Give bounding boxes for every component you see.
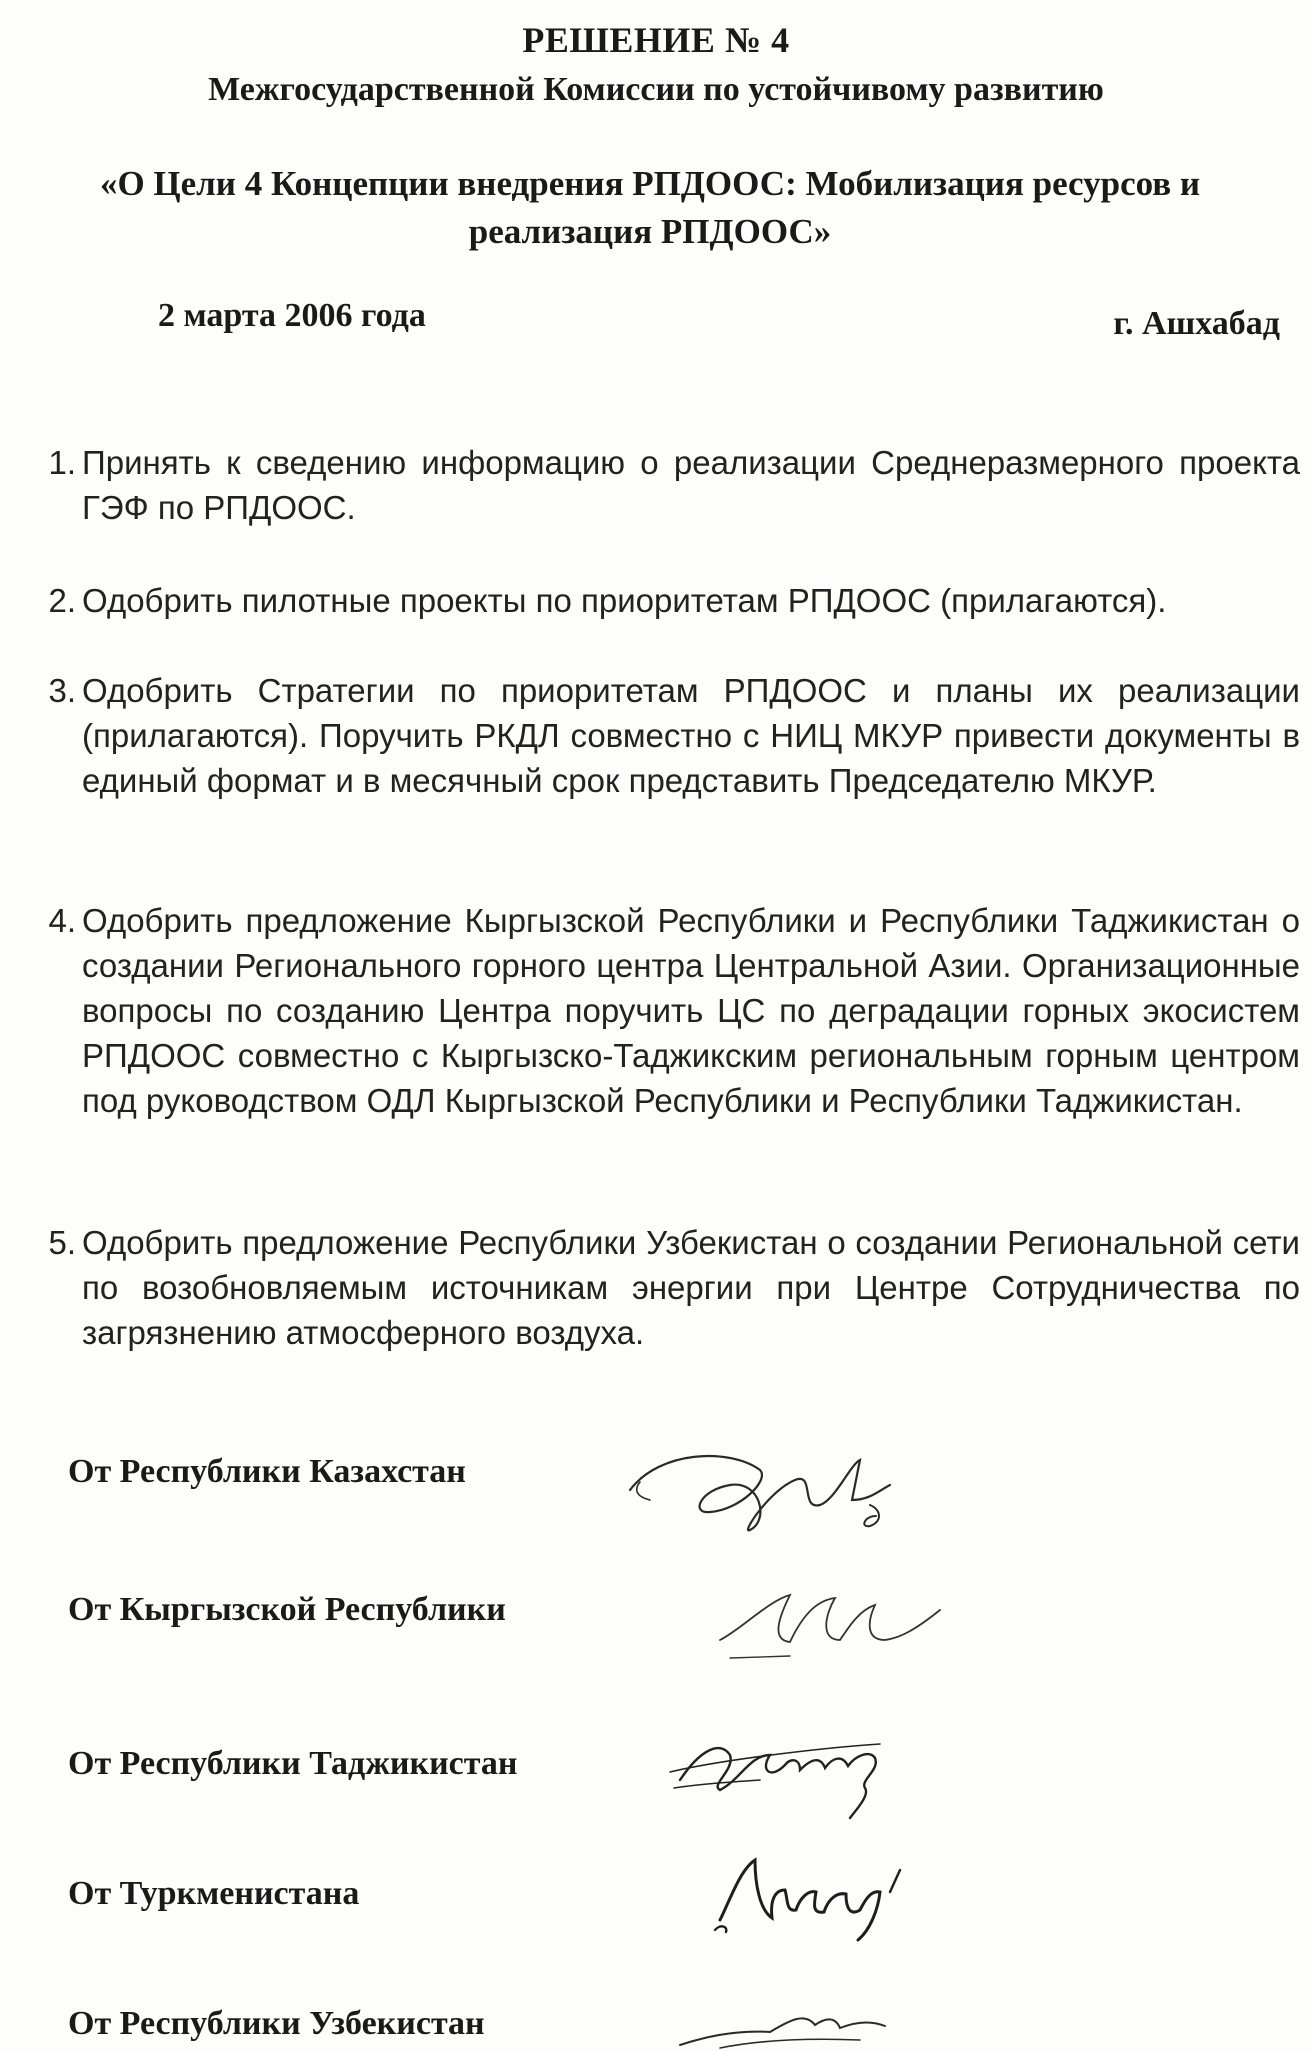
item-text: Одобрить пилотные проекты по приоритетам РПДООС (прилагаются). <box>82 582 1167 619</box>
signature-tajikistan-icon <box>660 1710 940 1820</box>
signature-label: От Республики Узбекистан <box>68 2005 485 2042</box>
item-number: 1. <box>48 444 76 481</box>
item-text: Принять к сведению информацию о реализации Среднеразмерного проекта ГЭФ по РПДООС. <box>82 444 1300 526</box>
item-number: 4. <box>48 902 76 939</box>
document-place: г. Ашхабад <box>1113 305 1280 342</box>
signature-kyrgyzstan-icon <box>700 1570 980 1680</box>
signature-label: От Республики Казахстан <box>68 1453 466 1490</box>
item-number: 5. <box>48 1224 76 1261</box>
document-subtitle: Межгосударственной Комиссии по устойчивому развитию <box>208 71 1104 108</box>
signature-row-kazakhstan <box>60 1430 1280 1550</box>
document-topic: «О Цели 4 Концепции внедрения РПДООС: Мобилизация ресурсов и реализация РПДООС» <box>99 164 1201 251</box>
decision-item-2 <box>30 578 1300 623</box>
signature-row-kyrgyzstan <box>60 1570 1280 1690</box>
signature-label: От Республики Таджикистан <box>68 1745 518 1782</box>
decision-item-5 <box>30 1220 1300 1355</box>
decision-item-3 <box>30 668 1300 803</box>
document-title: РЕШЕНИЕ № 4 <box>522 20 790 60</box>
signature-row-uzbekistan <box>60 1960 1280 2051</box>
signature-row-turkmenistan <box>60 1830 1280 1950</box>
decision-item-1 <box>30 440 1300 530</box>
item-text: Одобрить предложение Кыргызской Республики и Республики Таджикистан о создании Регионального горного центра Центральной Азии. Организационные вопросы по созданию Центра поручить ЦС по деградации горных экосистем РПДООС совместно с Кыргызско-Таджикским региональным горным центром под руководством ОДЛ Кыргызской Республики и Республики Таджикистан. <box>82 902 1300 1119</box>
item-text: Одобрить предложение Республики Узбекистан о создании Региональной сети по возобновляемым источникам энергии при Центре Сотрудничества по загрязнению атмосферного воздуха. <box>82 1224 1300 1351</box>
item-number: 2. <box>48 582 76 619</box>
document-date: 2 марта 2006 года <box>158 297 426 334</box>
item-number: 3. <box>48 672 76 709</box>
signature-kazakhstan-icon <box>620 1430 940 1540</box>
signature-turkmenistan-icon <box>700 1840 960 1950</box>
signature-label: От Туркменистана <box>68 1875 360 1912</box>
item-text: Одобрить Стратегии по приоритетам РПДООС и планы их реализации (прилагаются). Поручить РКДЛ совместно с НИЦ МКУР привести документы в единый формат и в месячный срок представить Председателю МКУР. <box>82 672 1300 799</box>
signature-label: От Кыргызской Республики <box>68 1591 506 1628</box>
signature-uzbekistan-icon <box>660 1990 940 2051</box>
decision-item-4 <box>30 898 1300 1123</box>
signature-row-tajikistan <box>60 1700 1280 1820</box>
